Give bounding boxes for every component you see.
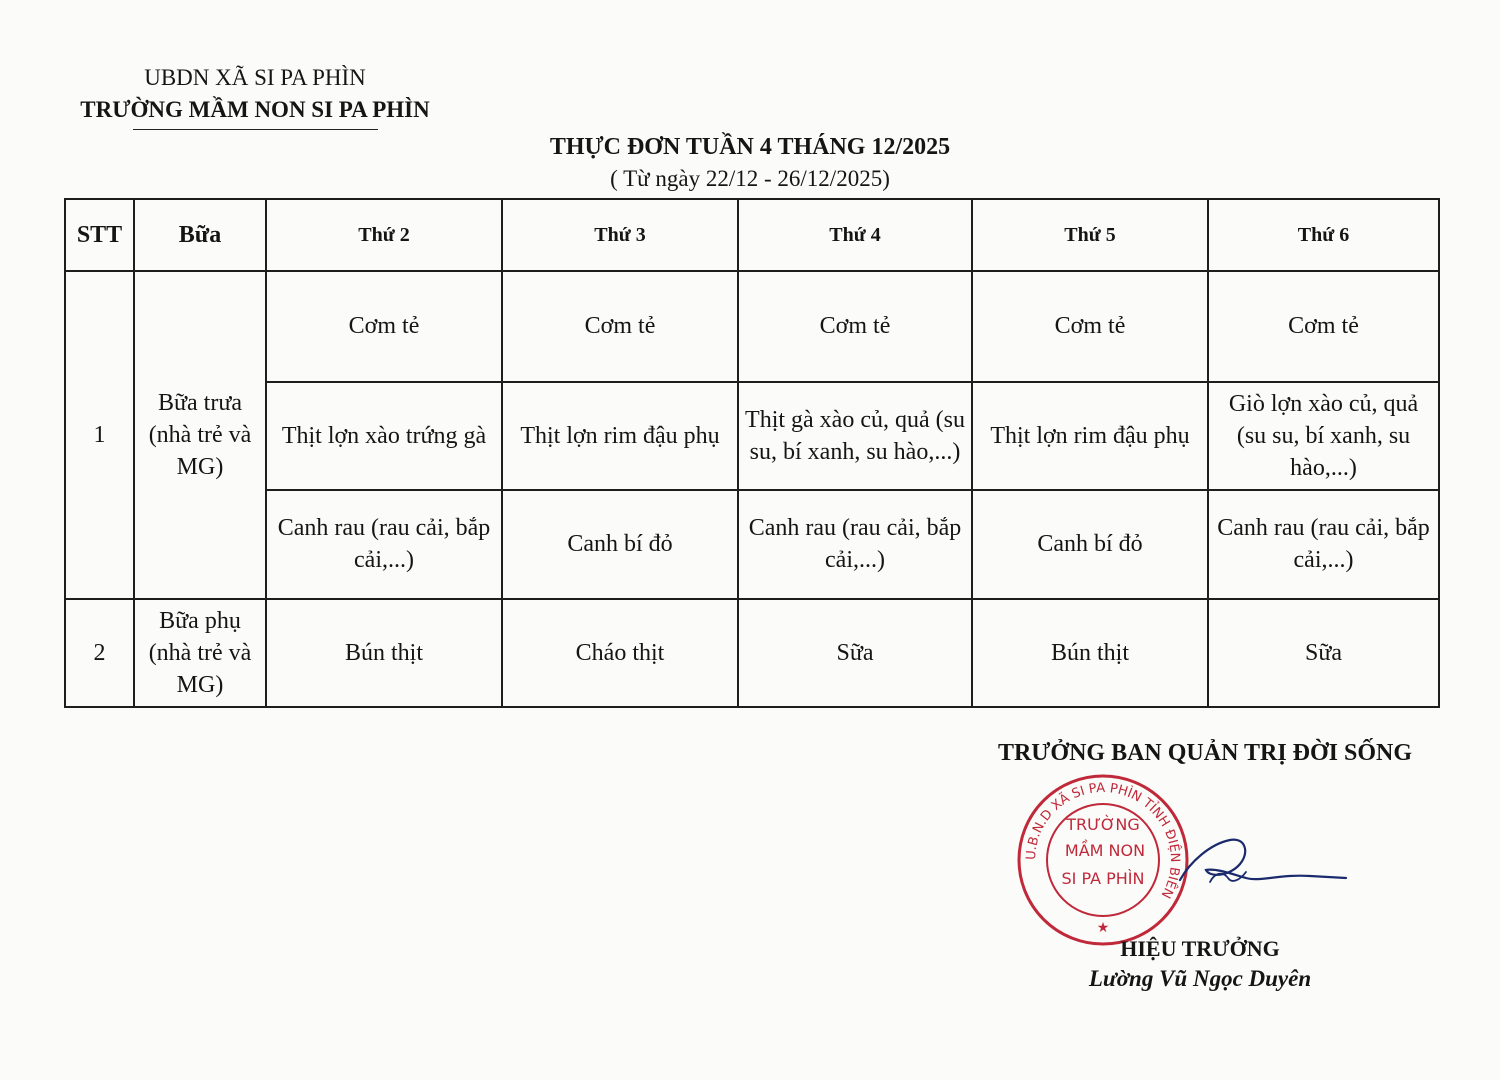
table-row: [65, 599, 1439, 707]
cell-dish: Sữa: [1208, 599, 1439, 707]
cell-dish: Cháo thịt: [502, 599, 738, 707]
table-row: [65, 271, 1439, 381]
cell-dish: Canh rau (rau cải, bắp cải,...): [266, 490, 502, 598]
cell-dish: Cơm tẻ: [1208, 271, 1439, 381]
signer-name: Lường Vũ Ngọc Duyên: [1088, 966, 1312, 991]
stamp-outer-ring: [1019, 776, 1187, 944]
cell-dish: Canh rau (rau cải, bắp cải,...): [1208, 490, 1439, 598]
header-day: Thứ 4: [738, 199, 972, 271]
cell-dish: Canh rau (rau cải, bắp cải,...): [738, 490, 972, 598]
cell-dish: Thịt lợn rim đậu phụ: [972, 382, 1208, 490]
org-name-school: TRƯỜNG MẦM NON SI PA PHÌN: [80, 97, 430, 122]
cell-meal: Bữa trưa (nhà trẻ và MG): [134, 271, 266, 598]
stamp-star-icon: ★: [1096, 920, 1110, 936]
signer-role: TRƯỞNG BAN QUẢN TRỊ ĐỜI SỐNG: [997, 740, 1413, 766]
table-header-row: [65, 199, 1439, 271]
cell-stt: 2: [65, 599, 134, 707]
header-day: Thứ 3: [502, 199, 738, 271]
document-title: THỰC ĐƠN TUẦN 4 THÁNG 12/2025: [549, 134, 951, 160]
cell-dish: Bún thịt: [972, 599, 1208, 707]
title-block: [440, 130, 1060, 194]
header-day: Thứ 6: [1208, 199, 1439, 271]
header-underline: [133, 129, 378, 130]
cell-dish: Giò lợn xào củ, quả (su su, bí xanh, su hào,...): [1208, 382, 1439, 490]
date-range: ( Từ ngày 22/12 - 26/12/2025): [610, 166, 890, 191]
cell-dish: Cơm tẻ: [972, 271, 1208, 381]
menu-table: [64, 198, 1440, 708]
signature-stroke: [1180, 840, 1346, 880]
cell-dish: Canh bí đỏ: [972, 490, 1208, 598]
stamp-inner-line: SI PA PHÌN: [1061, 869, 1145, 888]
cell-dish: Thịt lợn rim đậu phụ: [502, 382, 738, 490]
cell-dish: Bún thịt: [266, 599, 502, 707]
stamp-inner-line: TRƯỜNG: [1066, 815, 1140, 834]
org-header: [60, 62, 450, 130]
stamp-inner-line: MẦM NON: [1064, 841, 1146, 860]
school-seal-stamp: [1015, 772, 1191, 948]
signature-block: [960, 736, 1450, 770]
cell-dish: Sữa: [738, 599, 972, 707]
cell-dish: Thịt gà xào củ, quả (su su, bí xanh, su hào,...): [738, 382, 972, 490]
handwritten-signature: [1170, 822, 1360, 902]
cell-dish: Thịt lợn xào trứng gà: [266, 382, 502, 490]
header-stt: STT: [65, 199, 134, 271]
cell-dish: Cơm tẻ: [502, 271, 738, 381]
org-name-commune: UBDN XÃ SI PA PHÌN: [144, 65, 366, 90]
header-day: Thứ 5: [972, 199, 1208, 271]
signer-title: HIỆU TRƯỞNG: [1120, 936, 1280, 961]
header-day: Thứ 2: [266, 199, 502, 271]
cell-stt: 1: [65, 271, 134, 598]
cell-dish: Cơm tẻ: [266, 271, 502, 381]
header-meal: Bữa: [134, 199, 266, 271]
table-row: [65, 382, 1439, 490]
stamp-ring-text: U.B.N.D XÃ SI PA PHÌN TỈNH ĐIỆN BIÊN: [1023, 780, 1183, 901]
cell-dish: Canh bí đỏ: [502, 490, 738, 598]
cell-dish: Cơm tẻ: [738, 271, 972, 381]
cell-meal: Bữa phụ (nhà trẻ và MG): [134, 599, 266, 707]
table-row: [65, 490, 1439, 598]
